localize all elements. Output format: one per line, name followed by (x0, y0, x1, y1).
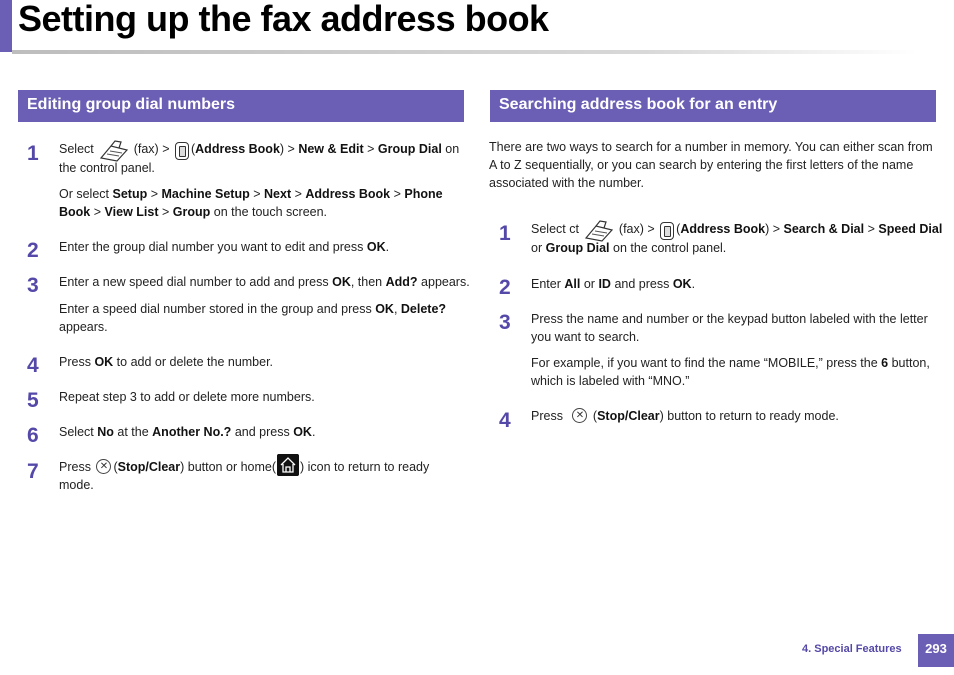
footer-section-label: 4. Special Features (802, 643, 902, 655)
home-icon (277, 454, 299, 476)
page-number: 293 (918, 634, 954, 667)
step-6-text: Select No at the Another No.? and press OK. (59, 425, 316, 439)
step-5-text: Repeat step 3 to add or delete more numbers. (59, 390, 315, 404)
step-number: 1 (27, 142, 39, 165)
search-step-4-text: Press ✕ (Stop/Clear) button to return to ready mode. (531, 409, 839, 423)
step-number: 6 (27, 424, 39, 447)
search-step-3-text: Press the name and number or the keypad button labeled with the letter you want to search. For example, if you want to find the name “MOBILE,” press the 6 button, which is labeled with “MNO.” (531, 312, 930, 388)
section-heading-searching: Searching address book for an entry (490, 90, 936, 122)
step-number: 5 (27, 389, 39, 412)
address-book-icon (175, 142, 189, 160)
step-7-text: Press ✕ (Stop/Clear) button or home( ) icon to return to ready mode. (59, 458, 464, 494)
step-number: 2 (499, 276, 511, 299)
title-accent-bar (0, 0, 12, 52)
step-1-text: Select (fax) > (Address Book) > New & Edit > Group Dial on the control panel. Or select Setup > Machine Setup > Next > Address Book > Phone Book > View List > Group on the touch screen. (59, 142, 460, 220)
step-number: 1 (499, 222, 511, 245)
intro-paragraph: There are two ways to search for a number in memory. You can either scan from A to Z sequentially, or you can search by entering the first letters of the name associated with the number. (489, 140, 933, 190)
step-4-text: Press OK to add or delete the number. (59, 355, 274, 369)
step-number: 3 (27, 274, 39, 297)
step-number: 7 (27, 460, 39, 483)
step-number: 3 (499, 311, 511, 334)
step-number: 2 (27, 239, 39, 262)
search-step-1-text: Select ct (fax) > (Address Book) > Search & Dial > Speed Dial or Group Dial on the control panel. (531, 222, 943, 256)
step-number: 4 (499, 409, 511, 432)
step-3-text: Enter a new speed dial number to add and press OK, then Add? appears. Enter a speed dial number stored in the group and press OK, Delete? appears. (59, 275, 470, 334)
section-heading-editing-group: Editing group dial numbers (18, 90, 464, 122)
step-2-text: Enter the group dial number you want to edit and press OK. (59, 240, 390, 254)
step-number: 4 (27, 354, 39, 377)
page-title: Setting up the fax address book (18, 0, 549, 39)
search-step-2-text: Enter All or ID and press OK. (531, 277, 696, 291)
stop-icon: ✕ (96, 459, 111, 474)
stop-icon: ✕ (572, 408, 587, 423)
title-rule (12, 50, 917, 54)
address-book-icon (660, 222, 674, 240)
